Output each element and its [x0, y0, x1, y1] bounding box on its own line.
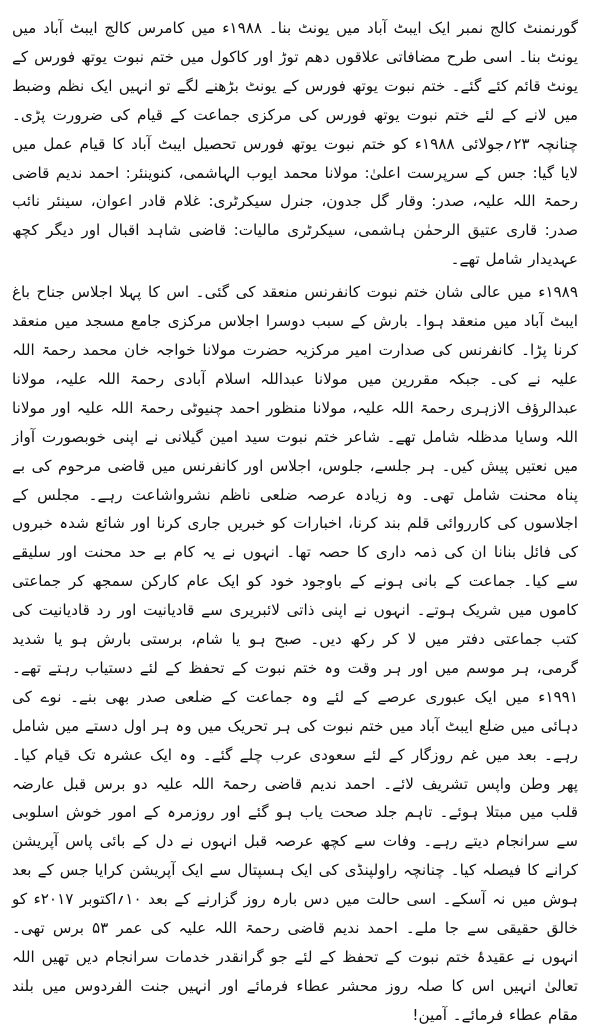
paragraph-youth-force: گورنمنٹ کالج نمبر ایک ایبٹ آباد میں یونٹ بنا۔ ۱۹۸۸ء میں کامرس کالج ایبٹ آباد میں یونٹ بنا۔ اسی طرح مضافاتی علاقوں دھم توڑ اور کاکول میں ختم نبوت یوتھ فورس کے یونٹ قائم کئے گئے۔ ختم نبوت یوتھ فورس کے یونٹ بڑھنے لگے تو انہیں ایک نظم وضبط میں لانے کے لئے ختم نبوت یوتھ فورس کی مرکزی جماعت کے قیام کی ضرورت پڑی۔ چنانچہ ۲۳؍جولائی ۱۹۸۸ء کو ختم نبوت یوتھ فورس تحصیل ایبٹ آباد کا قیام عمل میں لایا گیا: جس کے سرپرست اعلیٰ: مولانا محمد ایوب الہاشمی، کنوینئر: احمد ندیم قاضی رحمۃ اللہ علیہ، صدر: وقار گل جدون، جنرل سیکرٹری: غلام قادر اعوان، سینئر نائب صدر: قاری عتیق الرحمٰن ہاشمی، سیکرٹری مالیات: قاضی شاہد اقبال اور دیگر کچھ عہدیدار شامل تھے۔: [12, 19, 579, 269]
paragraph-conference-1989: ۱۹۸۹ء میں عالی شان ختم نبوت کانفرنس منعقد کی گئی۔ اس کا پہلا اجلاس جناح باغ ایبٹ آباد میں منعقد ہوا۔ بارش کے سبب دوسرا اجلاس مرکزی جامع مسجد میں منعقد کرنا پڑا۔ کانفرنس کی صدارت امیر مرکزیہ حضرت مولانا خواجہ خان محمد رحمۃ اللہ علیہ نے کی۔ جبکہ مقررین میں مولانا عبداللہ اسلام آبادی رحمۃ اللہ علیہ، مولانا عبدالرؤف الازہری رحمۃ اللہ علیہ، مولانا منظور احمد چنیوٹی رحمۃ اللہ علیہ اور مولانا اللہ وسایا مدظلہ شامل تھے۔ شاعر ختم نبوت سید امین گیلانی نے اپنی خوبصورت آواز میں نعتیں پیش کیں۔ ہر جلسے، جلوس، اجلاس اور کانفرنس میں قاضی مرحوم کی بے پناہ محنت شامل تھی۔ وہ زیادہ عرصہ ضلعی ناظم نشرواشاعت رہے۔ مجلس کے اجلاسوں کی کارروائی قلم بند کرنا، اخبارات کو خبریں جاری کرنا اور شائع شدہ خبروں کی فائل بنانا ان کی ذمہ داری کا حصہ تھا۔ انہوں نے یہ کام بے حد محنت اور سلیقے سے کیا۔ جماعت کے بانی ہونے کے باوجود خود کو ایک عام کارکن سمجھ کر جماعتی کاموں میں شریک ہوتے۔ انہوں نے اپنی ذاتی لائبریری سے قادیانیت اور رد قادیانیت کی کتب جماعتی دفتر میں لا کر رکھ دیں۔ صبح ہو یا شام، برستی بارش ہو یا شدید گرمی، ہر موسم میں اور ہر وقت وہ ختم نبوت کے تحفظ کے لئے دستیاب رہتے تھے۔ ۱۹۹۱ء میں ایک عبوری عرصے کے لئے وہ جماعت کے ضلعی صدر بھی بنے۔ نوے کی دہائی میں ضلع ایبٹ آباد میں ختم نبوت کی ہر تحریک میں وہ ہر اول دستے میں شامل رہے۔ بعد میں غم روزگار کے لئے سعودی عرب چلے گئے۔ وہ ایک عشرہ تک قیام کیا۔ پھر وطن واپس تشریف لائے۔ احمد ندیم قاضی رحمۃ اللہ علیہ دو برس قبل عارضہ قلب میں مبتلا ہوئے۔ تاہم جلد صحت یاب ہو گئے اور روزمرہ کے امور خوش اسلوبی سے سرانجام دیتے رہے۔ وفات سے کچھ عرصہ قبل انہوں نے دل کے بائی پاس آپریشن کرانے کا فیصلہ کیا۔ چنانچہ راولپنڈی کی ایک ہسپتال سے ایک آپریشن کرایا جس کے بعد ہوش میں نہ آسکے۔ اسی حالت میں دس بارہ روز گزارنے کے بعد ۱۰؍اکتوبر ۲۰۱۷ء کو خالق حقیقی سے جا ملے۔ احمد ندیم قاضی رحمۃ اللہ علیہ کی عمر ۵۳ برس تھی۔ انہوں نے عقیدۂ ختم نبوت کے تحفظ کے لئے جو گرانقدر خدمات سرانجام دیں تھیں اللہ تعالیٰ انہیں اس کا صلہ روز محشر عطاء فرمائے اور انہیں جنت الفردوس میں بلند مقام عطاء فرمائے۔ آمین!: [12, 283, 578, 1024]
